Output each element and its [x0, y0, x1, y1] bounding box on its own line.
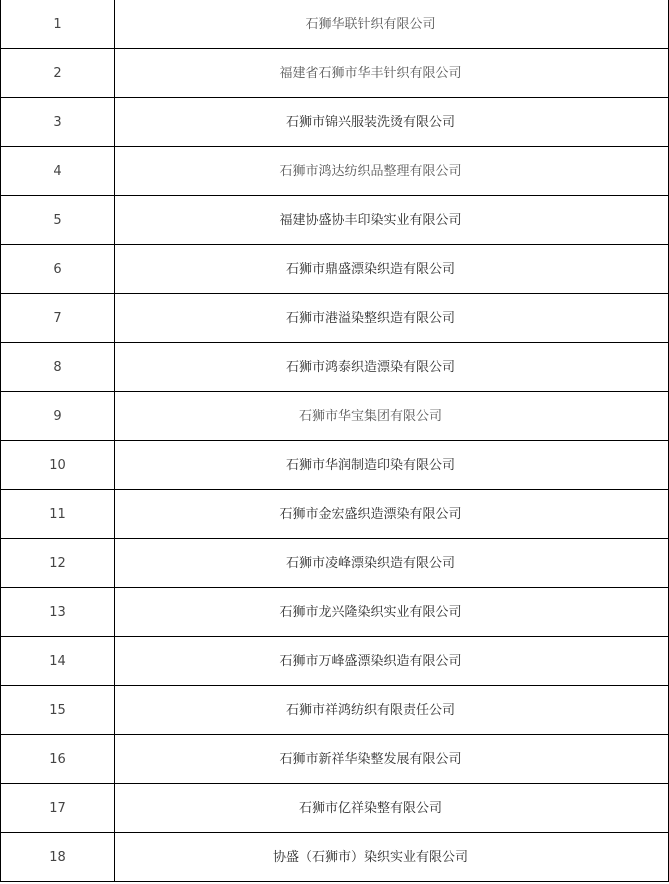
row-number-cell: 8	[1, 343, 115, 392]
company-name-cell: 石狮市祥鸿纺织有限责任公司	[115, 686, 669, 735]
row-number-cell: 14	[1, 637, 115, 686]
row-number-cell: 7	[1, 294, 115, 343]
company-name-cell: 石狮市华宝集团有限公司	[115, 392, 669, 441]
table-row	[1, 0, 669, 49]
company-name-cell: 福建省石狮市华丰针织有限公司	[115, 49, 669, 98]
row-number-cell: 5	[1, 196, 115, 245]
table-row	[1, 196, 669, 245]
table-row	[1, 588, 669, 637]
table-row	[1, 49, 669, 98]
company-name-cell: 福建协盛协丰印染实业有限公司	[115, 196, 669, 245]
row-number-cell: 4	[1, 147, 115, 196]
company-name-cell: 石狮市鼎盛漂染织造有限公司	[115, 245, 669, 294]
table-row	[1, 147, 669, 196]
company-name-cell: 石狮市华润制造印染有限公司	[115, 441, 669, 490]
row-number-cell: 1	[1, 0, 115, 49]
row-number-cell: 13	[1, 588, 115, 637]
table-row	[1, 98, 669, 147]
table-row	[1, 294, 669, 343]
table-row	[1, 392, 669, 441]
table-row	[1, 637, 669, 686]
row-number-cell: 9	[1, 392, 115, 441]
company-name-cell: 石狮市龙兴隆染织实业有限公司	[115, 588, 669, 637]
table-row	[1, 490, 669, 539]
table-row	[1, 245, 669, 294]
company-name-cell: 石狮市锦兴服装洗烫有限公司	[115, 98, 669, 147]
company-name-cell: 石狮市鸿泰织造漂染有限公司	[115, 343, 669, 392]
company-name-cell: 石狮市万峰盛漂染织造有限公司	[115, 637, 669, 686]
row-number-cell: 12	[1, 539, 115, 588]
company-name-cell: 石狮市新祥华染整发展有限公司	[115, 735, 669, 784]
table-row	[1, 539, 669, 588]
company-name-cell: 协盛（石狮市）染织实业有限公司	[115, 833, 669, 882]
row-number-cell: 10	[1, 441, 115, 490]
company-name-cell: 石狮市金宏盛织造漂染有限公司	[115, 490, 669, 539]
company-name-cell: 石狮市凌峰漂染织造有限公司	[115, 539, 669, 588]
company-list-body	[1, 0, 669, 882]
company-name-cell: 石狮市亿祥染整有限公司	[115, 784, 669, 833]
row-number-cell: 2	[1, 49, 115, 98]
row-number-cell: 17	[1, 784, 115, 833]
row-number-cell: 15	[1, 686, 115, 735]
table-row	[1, 784, 669, 833]
row-number-cell: 18	[1, 833, 115, 882]
table-row	[1, 735, 669, 784]
row-number-cell: 16	[1, 735, 115, 784]
table-row	[1, 441, 669, 490]
table-row	[1, 833, 669, 882]
table-row	[1, 686, 669, 735]
company-name-cell: 石狮华联针织有限公司	[115, 0, 669, 49]
row-number-cell: 11	[1, 490, 115, 539]
row-number-cell: 6	[1, 245, 115, 294]
company-name-cell: 石狮市港溢染整织造有限公司	[115, 294, 669, 343]
table-row	[1, 343, 669, 392]
row-number-cell: 3	[1, 98, 115, 147]
company-name-cell: 石狮市鸿达纺织品整理有限公司	[115, 147, 669, 196]
